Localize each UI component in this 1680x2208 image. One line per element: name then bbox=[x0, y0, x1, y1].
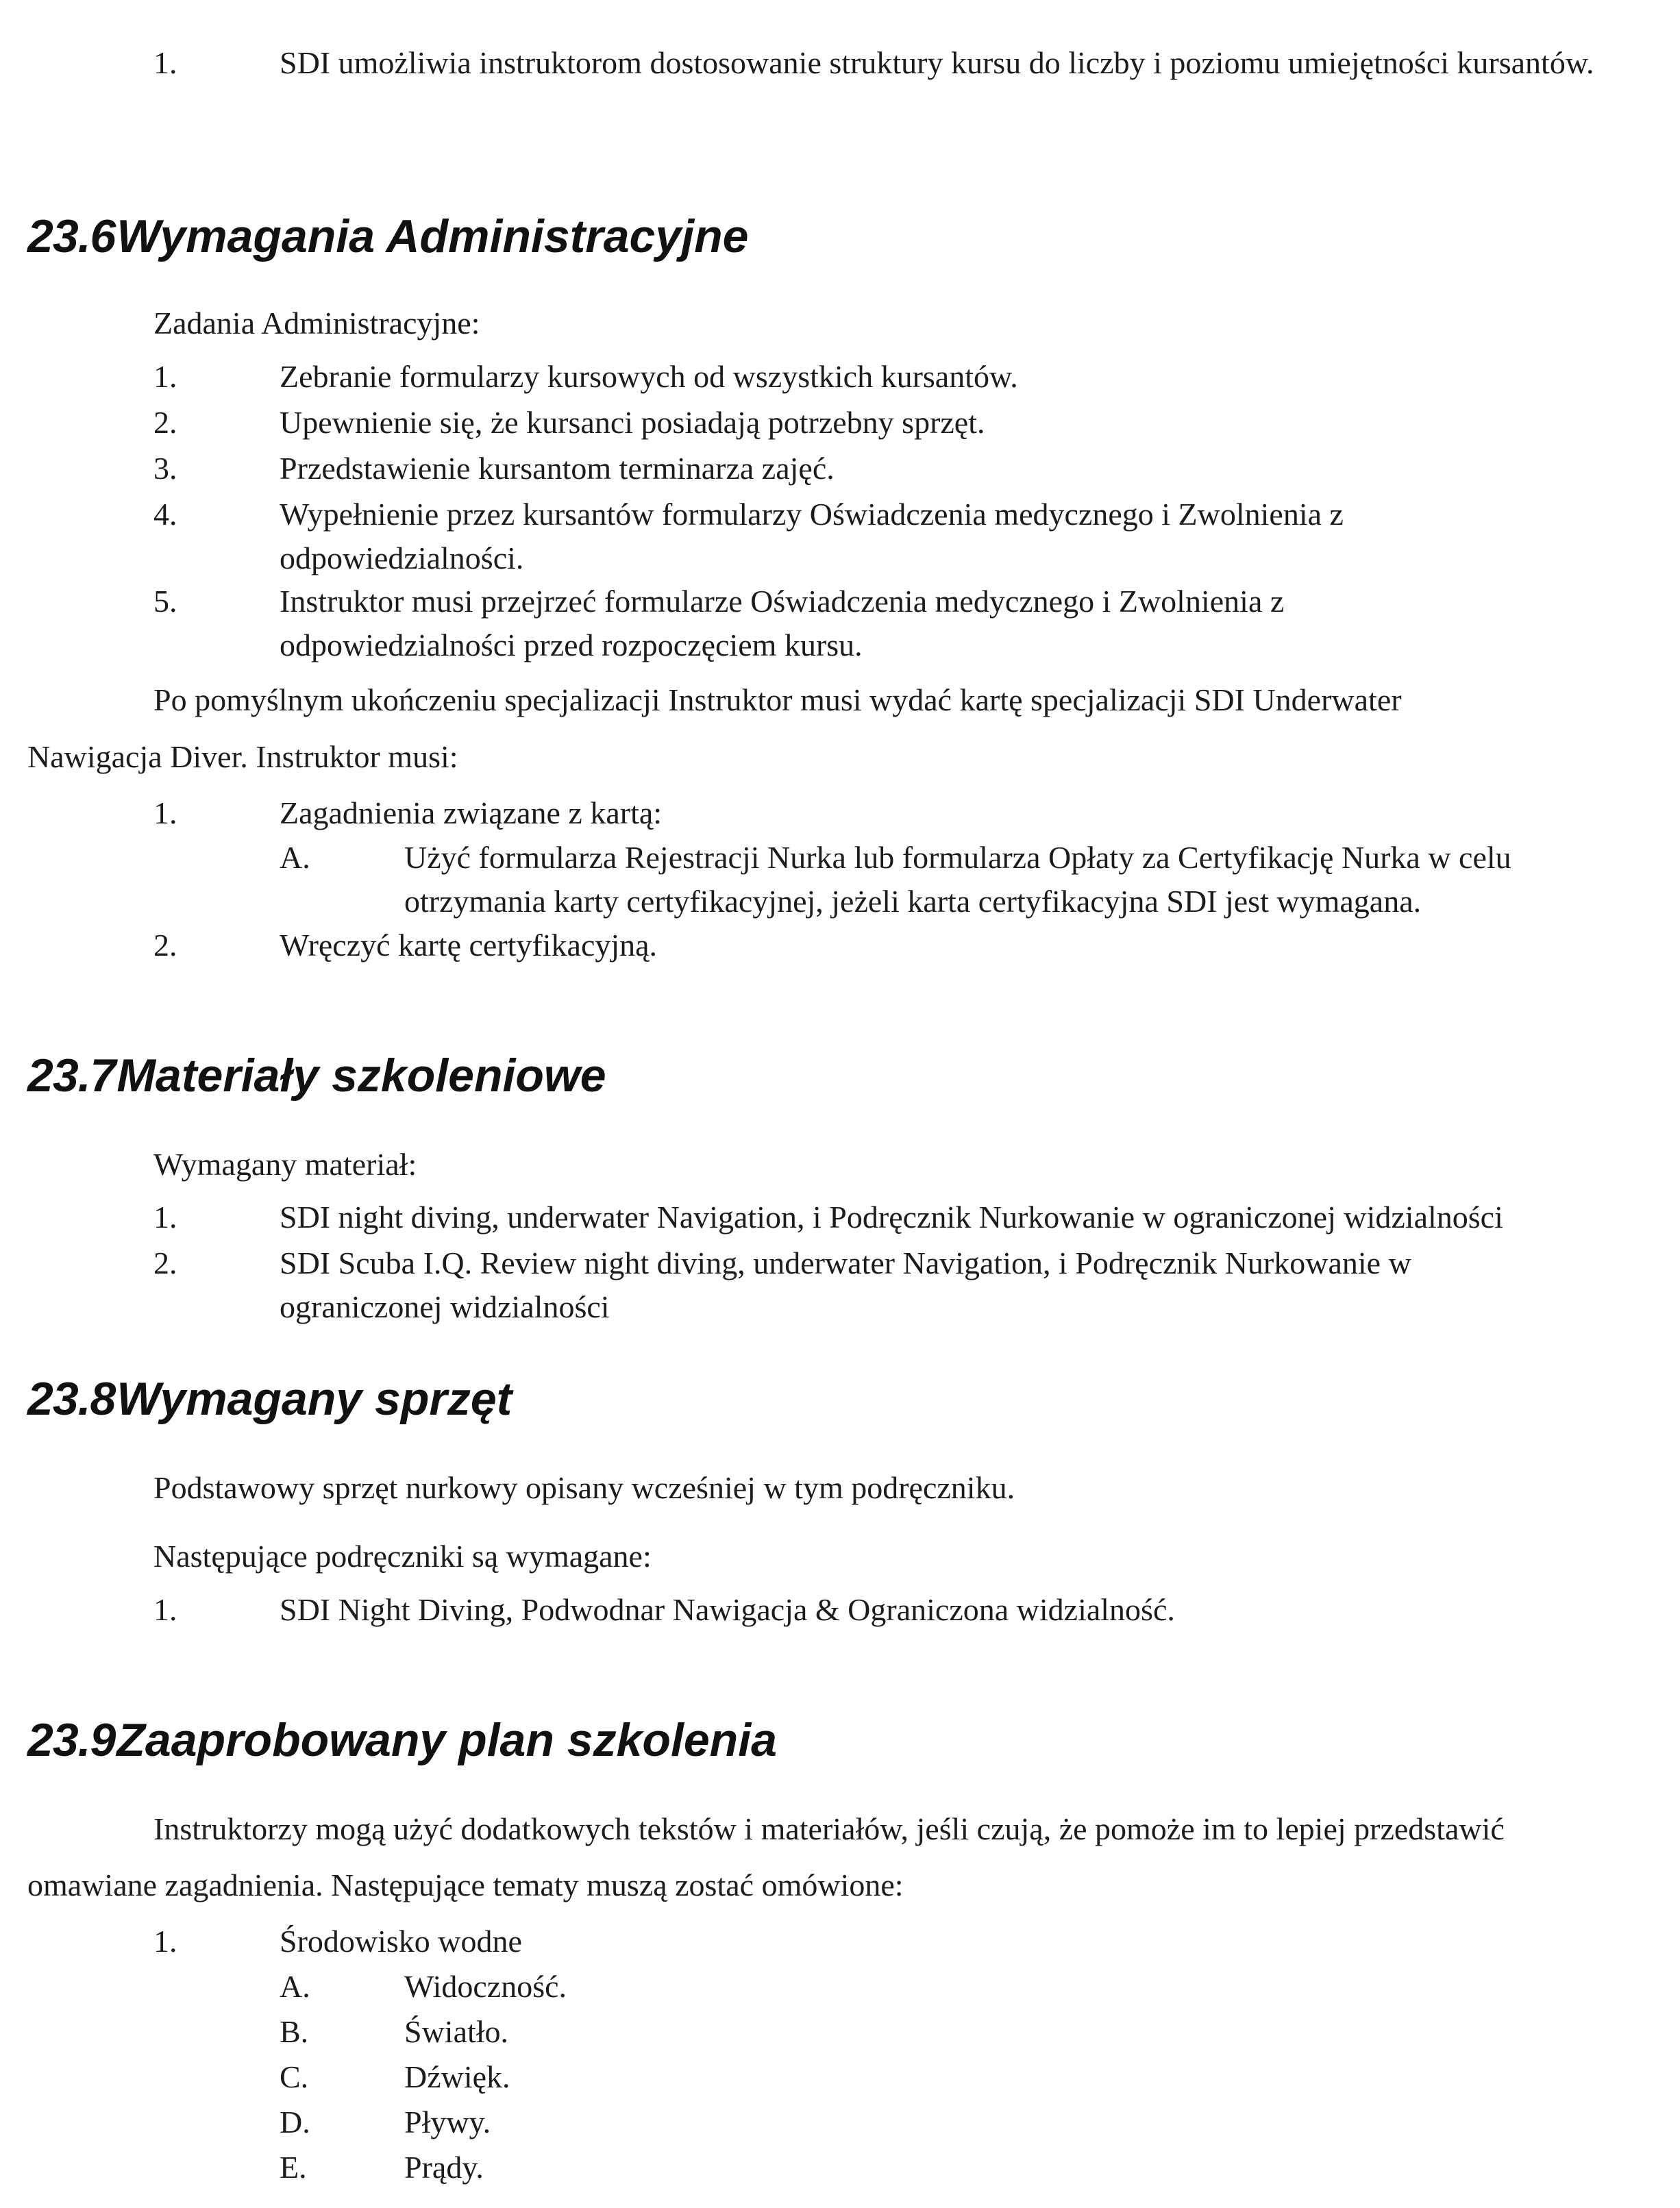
section-heading-23-8 bbox=[27, 1372, 512, 1426]
section-number: 23.6 bbox=[27, 210, 116, 262]
sublist-item-text: Użyć formularza Rejestracji Nurka lub formularza Opłaty za Certyfikację Nurka w celu otrzymania karty certyfikacyjnej, jeżeli karta certyfikacyjna SDI jest wymagana. bbox=[404, 840, 1511, 919]
paragraph-line: Nawigacja Diver. Instruktor musi: bbox=[27, 739, 458, 774]
paragraph: Podstawowy sprzęt nurkowy opisany wcześniej w tym podręczniku. bbox=[153, 1470, 1015, 1505]
list-item-text: Przedstawienie kursantom terminarza zajęć. bbox=[280, 451, 835, 486]
list-number: 4. bbox=[153, 497, 177, 532]
sublist-item-text: Pływy. bbox=[404, 2105, 491, 2139]
list-item-text: SDI Scuba I.Q. Review night diving, underwater Navigation, i Podręcznik Nurkowanie w ograniczonej widzialności bbox=[280, 1245, 1411, 1324]
list-number: 2. bbox=[153, 1245, 177, 1280]
paragraph: Następujące podręczniki są wymagane: bbox=[153, 1539, 652, 1574]
list-item-text: Wręczyć kartę certyfikacyjną. bbox=[280, 928, 658, 963]
list-number: 1. bbox=[153, 45, 177, 80]
list-item-text: SDI night diving, underwater Navigation, i Podręcznik Nurkowanie w ograniczonej widzialności bbox=[280, 1200, 1503, 1235]
section-intro: Zadania Administracyjne: bbox=[153, 306, 480, 340]
section-number: 23.9 bbox=[27, 1714, 116, 1766]
sublist-letter: E. bbox=[280, 2150, 307, 2185]
list-number: 1. bbox=[153, 795, 177, 830]
sublist-item-text: Dźwięk. bbox=[404, 2059, 510, 2094]
section-title: Zaaprobowany plan szkolenia bbox=[116, 1714, 777, 1766]
list-number: 3. bbox=[153, 451, 177, 486]
sublist-letter: C. bbox=[280, 2059, 309, 2094]
sublist-letter: D. bbox=[280, 2105, 310, 2139]
list-item-text: Upewnienie się, że kursanci posiadają potrzebny sprzęt. bbox=[280, 405, 985, 440]
sublist-letter: A. bbox=[280, 1969, 310, 2004]
list-item-text: SDI umożliwia instruktorom dostosowanie struktury kursu do liczby i poziomu umiejętności kursantów. bbox=[280, 45, 1594, 80]
list-number: 1. bbox=[153, 1200, 177, 1235]
sublist-item-text: Światło. bbox=[404, 2014, 509, 2049]
section-number: 23.8 bbox=[27, 1373, 116, 1425]
section-title: Wymagania Administracyjne bbox=[116, 210, 749, 262]
section-title: Wymagany sprzęt bbox=[116, 1373, 512, 1425]
list-number: 5. bbox=[153, 584, 177, 619]
list-number: 1. bbox=[153, 1592, 177, 1627]
list-item-text: Zagadnienia związane z kartą: bbox=[280, 795, 663, 830]
list-item-text: Wypełnienie przez kursantów formularzy Oświadczenia medycznego i Zwolnienia z odpowiedzialności. bbox=[280, 497, 1344, 575]
list-number: 1. bbox=[153, 359, 177, 394]
paragraph-line: Po pomyślnym ukończeniu specjalizacji Instruktor musi wydać kartę specjalizacji SDI Underwater bbox=[153, 682, 1402, 717]
sublist-item-text: Widoczność. bbox=[404, 1969, 567, 2004]
section-title: Materiały szkoleniowe bbox=[116, 1050, 606, 1102]
list-item-text: Środowisko wodne bbox=[280, 1924, 522, 1959]
list-number: 2. bbox=[153, 928, 177, 963]
list-item-text: Instruktor musi przejrzeć formularze Oświadczenia medycznego i Zwolnienia z odpowiedzialności przed rozpoczęciem kursu. bbox=[280, 584, 1285, 662]
list-number: 2. bbox=[153, 405, 177, 440]
paragraph-line: omawiane zagadnienia. Następujące tematy muszą zostać omówione: bbox=[27, 1868, 904, 1902]
sublist-item-text: Prądy. bbox=[404, 2150, 484, 2185]
list-item-text: SDI Night Diving, Podwodnar Nawigacja & Ograniczona widzialność. bbox=[280, 1592, 1175, 1627]
section-heading-23-6 bbox=[27, 209, 748, 264]
sublist-letter: A. bbox=[280, 840, 310, 875]
list-number: 1. bbox=[153, 1924, 177, 1959]
section-number: 23.7 bbox=[27, 1050, 116, 1102]
paragraph-line: Instruktorzy mogą użyć dodatkowych tekstów i materiałów, jeśli czują, że pomoże im to lepiej przedstawić bbox=[153, 1811, 1505, 1846]
sublist-letter: B. bbox=[280, 2014, 309, 2049]
section-intro: Wymagany materiał: bbox=[153, 1147, 417, 1182]
list-item-text: Zebranie formularzy kursowych od wszystkich kursantów. bbox=[280, 359, 1018, 394]
section-heading-23-9 bbox=[27, 1713, 777, 1767]
section-heading-23-7 bbox=[27, 1048, 606, 1103]
